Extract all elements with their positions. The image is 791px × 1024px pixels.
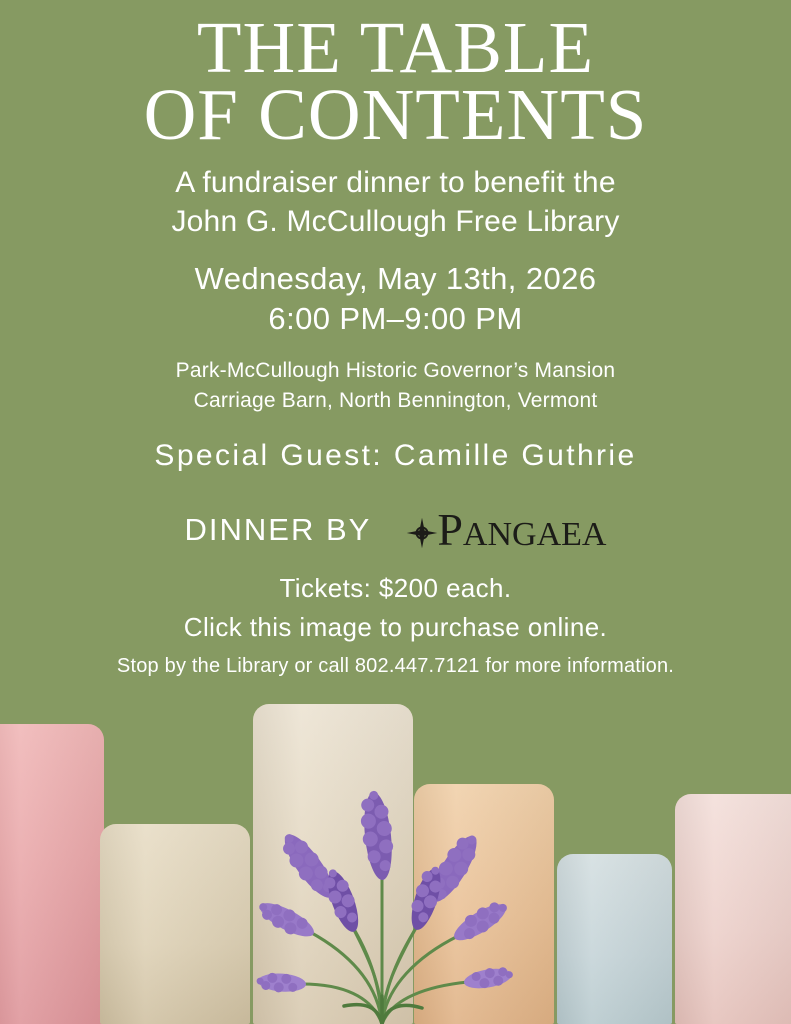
book-beige-short [100, 824, 250, 1024]
venue-line-2: Carriage Barn, North Bennington, Vermont [193, 389, 598, 413]
title-line-2: OF CONTENTS [143, 74, 648, 156]
purchase-prompt[interactable]: Click this image to purchase online. [183, 611, 608, 642]
event-time: 6:00 PM–9:00 PM [268, 301, 523, 337]
dinner-by-label: DINNER BY [184, 511, 372, 547]
compass-rose-icon [405, 516, 439, 550]
caterer-logo [405, 503, 607, 555]
lavender-bouquet [232, 774, 532, 1024]
title-line-1: THE TABLE [196, 7, 595, 88]
contact-info: Stop by the Library or call 802.447.7121 for more information. [116, 654, 675, 677]
caterer-name-rest: ANGAEA [462, 515, 607, 553]
book-pink-tall [0, 724, 104, 1024]
caterer-name [437, 503, 607, 555]
event-date: Wednesday, May 13th, 2026 [194, 261, 597, 297]
book-blue-short [557, 854, 672, 1024]
page-title [0, 7, 791, 156]
subtitle-line-1: A fundraiser dinner to benefit the [175, 166, 616, 200]
dinner-by-row [0, 503, 791, 555]
ticket-price: Tickets: $200 each. [279, 572, 512, 603]
book-blush-mid [675, 794, 791, 1024]
venue-line-1: Park-McCullough Historic Governor’s Mansion [175, 358, 616, 382]
caterer-name-initial: P [437, 503, 463, 555]
subtitle-line-2: John G. McCullough Free Library [171, 204, 620, 238]
special-guest: Special Guest: Camille Guthrie [154, 438, 637, 472]
poster-subtitle [0, 164, 791, 241]
event-datetime [0, 259, 791, 340]
event-venue [0, 356, 791, 417]
